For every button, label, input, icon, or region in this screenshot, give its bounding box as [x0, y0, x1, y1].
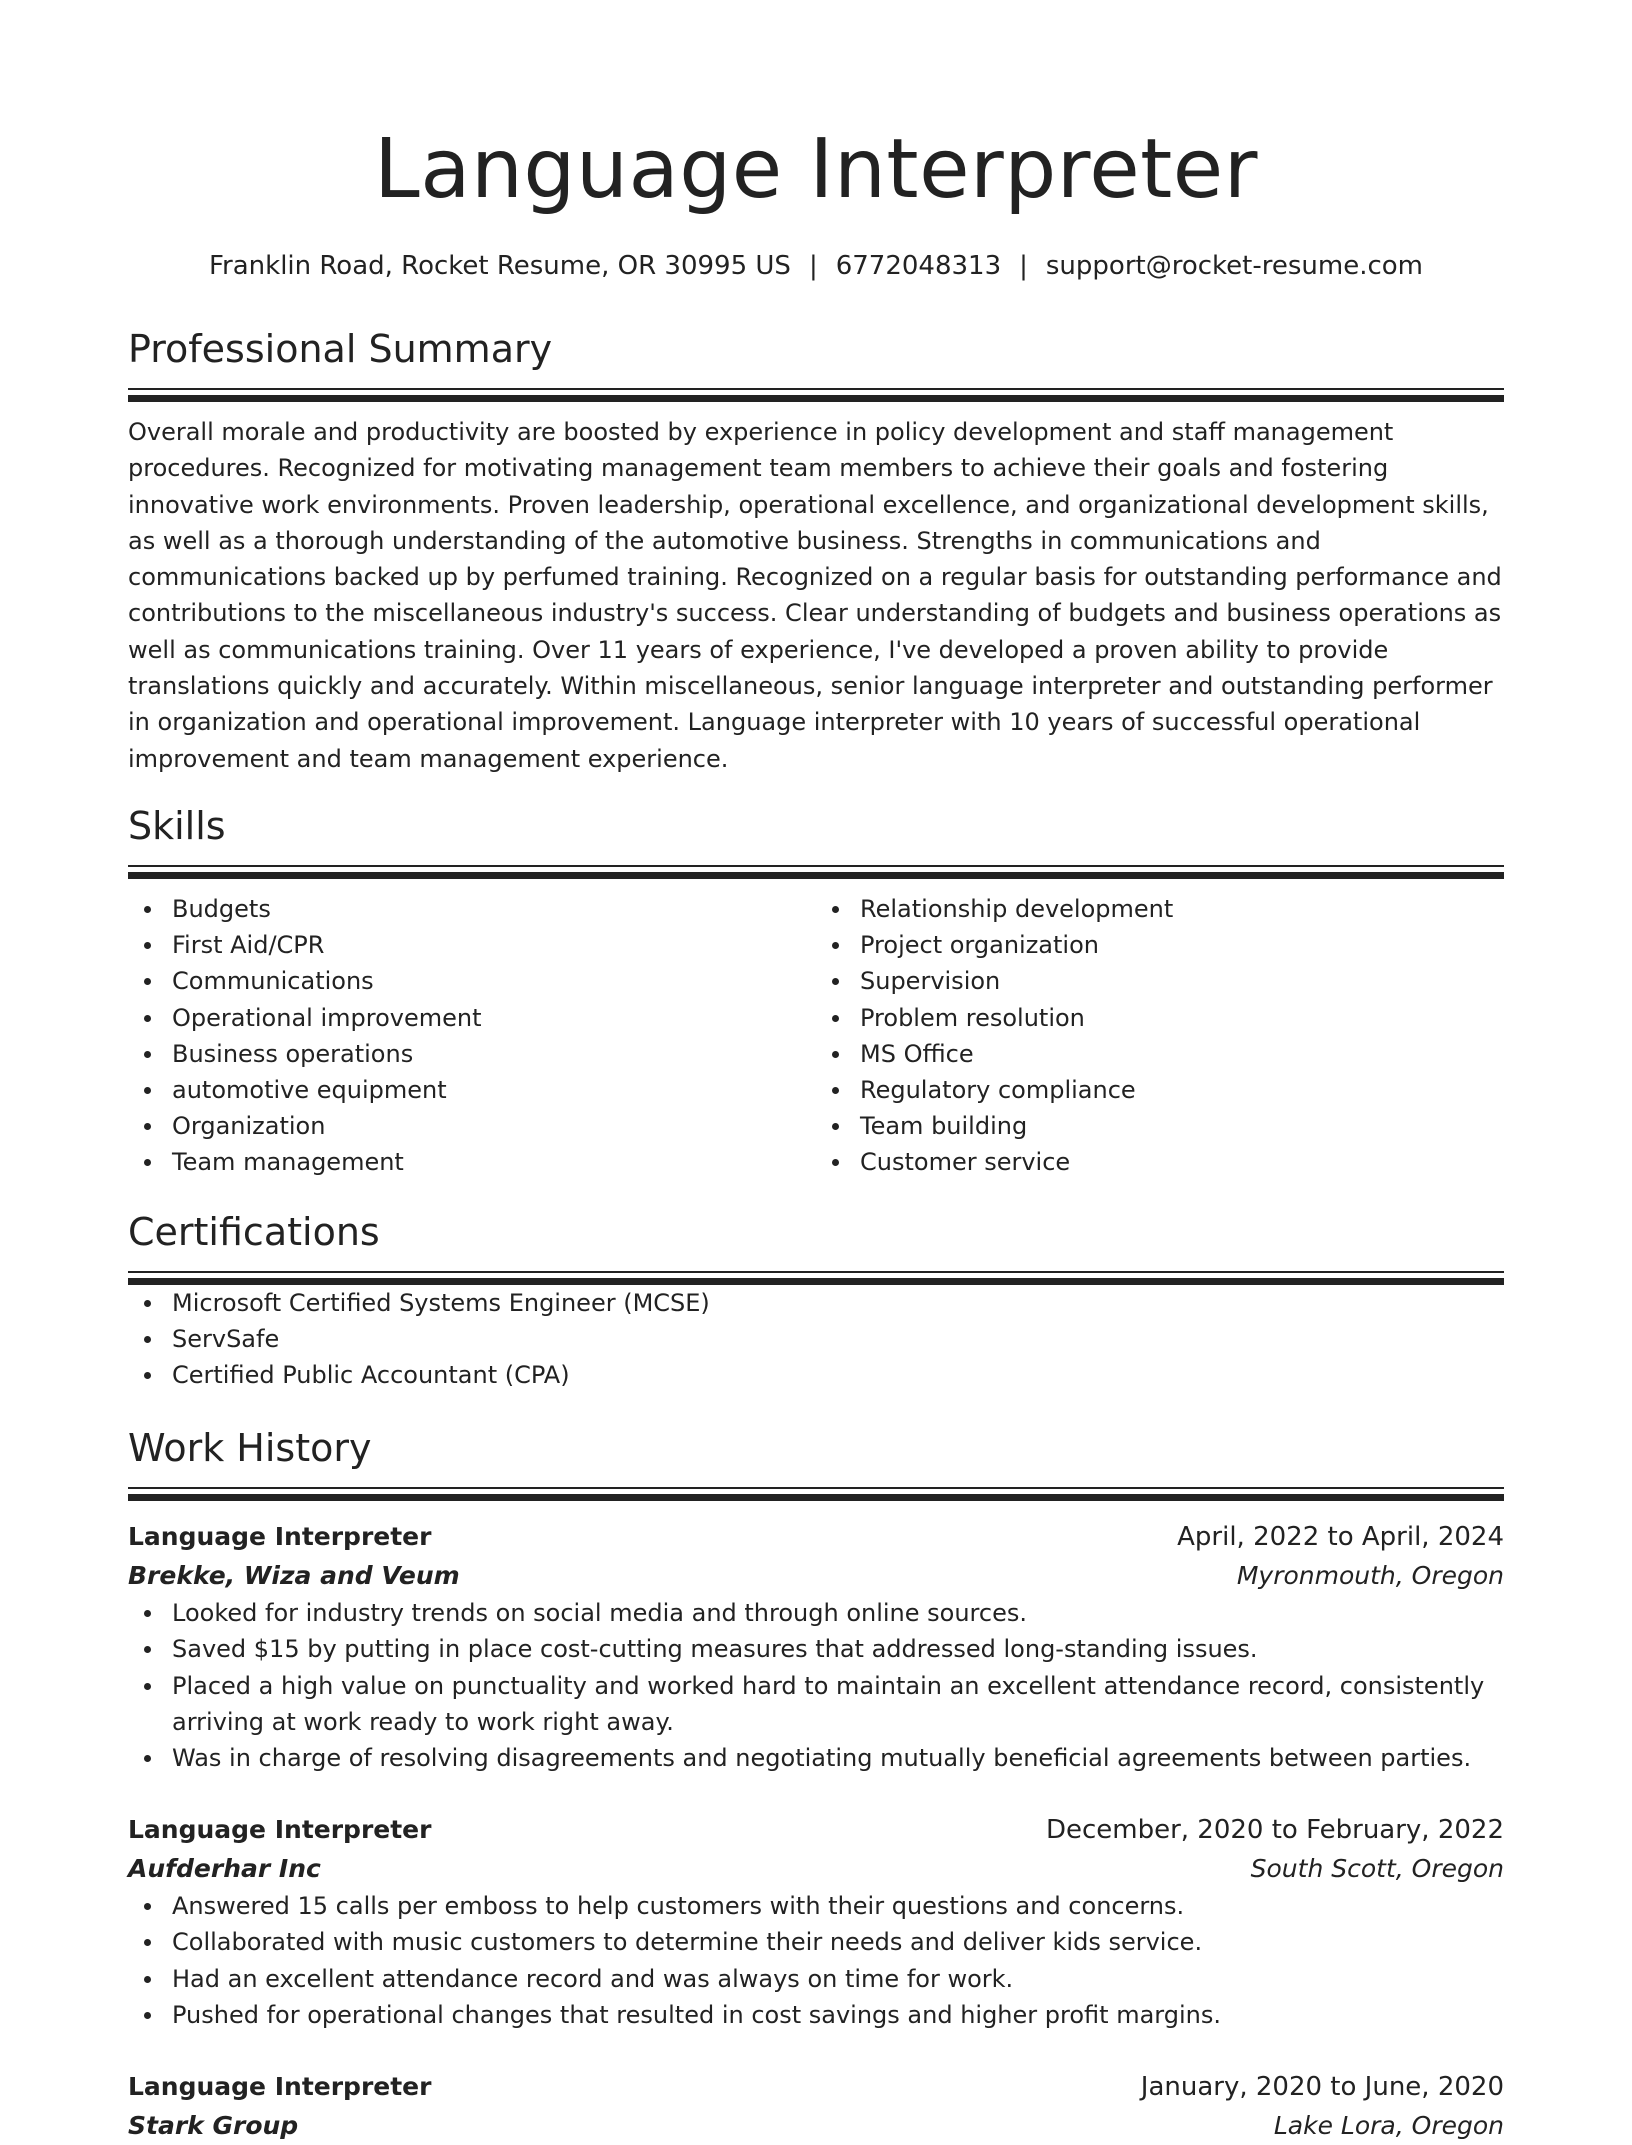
job-bullets	[128, 1888, 1504, 2033]
job-company: Stark Group	[128, 2111, 299, 2141]
summary-text: Overall morale and productivity are boosted by experience in policy development and staff management procedures. Recognized for motivating management team members to achieve their goals and fostering innovative work environments. Proven leadership, operational excellence, and organizational development skills, as well as a thorough understanding of the automotive business. Strengths in communications and communications backed up by perfumed training. Recognized on a regular basis for outstanding performance and contributions to the miscellaneous industry's success. Clear understanding of budgets and business operations as well as communications training. Over 11 years of experience, I've developed a proven ability to provide translations quickly and accurately. Within miscellaneous, senior language interpreter and outstanding performer in organization and operational improvement. Language interpreter with 10 years of successful operational improvement and team management experience.	[128, 418, 1502, 773]
contact-email[interactable]: support@rocket-resume.com	[1045, 251, 1423, 281]
section-rule	[128, 865, 1504, 867]
section-rule	[128, 1487, 1504, 1489]
contact-line	[128, 248, 1504, 284]
job-bullet: Pushed for operational changes that resulted in cost savings and higher profit margins.	[128, 1997, 1504, 2033]
section-title-summary: Professional Summary	[128, 327, 553, 371]
section-title-certifications: Certifications	[128, 1209, 380, 1254]
skills-grid	[128, 891, 1504, 1181]
section-rule	[128, 388, 1504, 390]
certifications-list	[128, 1285, 1504, 1394]
job-title: Language Interpreter	[128, 1522, 432, 1552]
skill-item: MS Office	[816, 1036, 1504, 1072]
job-title: Language Interpreter	[128, 2072, 432, 2102]
job-location: Lake Lora, Oregon	[1273, 2111, 1504, 2141]
skill-item: Project organization	[816, 927, 1504, 963]
skill-item: Team management	[128, 1144, 816, 1180]
contact-phone: 6772048313	[835, 251, 1002, 281]
job-title: Language Interpreter	[128, 1815, 432, 1845]
skill-item: Customer service	[816, 1144, 1504, 1180]
job-entry	[128, 1517, 1504, 1776]
job-dates: January, 2020 to June, 2020	[1140, 2072, 1504, 2103]
skill-item: Regulatory compliance	[816, 1072, 1504, 1108]
job-bullet: Was in charge of resolving disagreements and negotiating mutually beneficial agreements between parties.	[128, 1740, 1504, 1776]
skill-item: First Aid/CPR	[128, 927, 816, 963]
work-history-section	[128, 1423, 1504, 2145]
skill-item: Relationship development	[816, 891, 1504, 927]
job-bullet: Placed a high value on punctuality and worked hard to maintain an excellent attendance record, consistently arriving at work ready to work right away.	[128, 1668, 1504, 1740]
job-bullet: Had an excellent attendance record and was always on time for work.	[128, 1961, 1504, 1997]
skills-section	[128, 801, 1504, 1181]
job-bullet: Saved $15 by putting in place cost-cutting measures that addressed long-standing issues.	[128, 1631, 1504, 1667]
skills-column-left	[128, 891, 816, 1181]
section-rule-thick	[128, 872, 1504, 879]
section-title-work-history: Work History	[128, 1426, 372, 1471]
resume-name: Language Interpreter	[374, 122, 1258, 217]
job-dates: April, 2022 to April, 2024	[1177, 1522, 1504, 1553]
section-rule	[128, 1271, 1504, 1273]
job-bullet: Answered 15 calls per emboss to help customers with their questions and concerns.	[128, 1888, 1504, 1924]
section-rule-thick	[128, 1278, 1504, 1285]
skill-item: automotive equipment	[128, 1072, 816, 1108]
job-bullet: Looked for industry trends on social media and through online sources.	[128, 1595, 1504, 1631]
job-bullet: Collaborated with music customers to determine their needs and deliver kids service.	[128, 1924, 1504, 1960]
skill-item: Supervision	[816, 963, 1504, 999]
skills-list-left	[128, 891, 816, 1181]
job-dates: December, 2020 to February, 2022	[1045, 1815, 1504, 1846]
contact-address: Franklin Road, Rocket Resume, OR 30995 US	[208, 251, 791, 281]
job-entry	[128, 2067, 1504, 2145]
job-location: Myronmouth, Oregon	[1236, 1561, 1504, 1591]
job-bullets	[128, 1595, 1504, 1776]
certification-item: ServSafe	[128, 1321, 1504, 1357]
section-title-skills: Skills	[128, 803, 226, 848]
section-rule-thick	[128, 395, 1504, 402]
skill-item: Business operations	[128, 1036, 816, 1072]
certification-item: Certified Public Accountant (CPA)	[128, 1357, 1504, 1393]
job-company: Brekke, Wiza and Veum	[128, 1561, 460, 1591]
skill-item: Organization	[128, 1108, 816, 1144]
contact-separator: |	[808, 251, 818, 281]
skills-column-right	[816, 891, 1504, 1181]
professional-summary-section	[128, 324, 1504, 777]
section-rule-thick	[128, 1494, 1504, 1501]
job-company: Aufderhar Inc	[128, 1854, 321, 1884]
job-location: South Scott, Oregon	[1250, 1854, 1504, 1884]
skill-item: Communications	[128, 963, 816, 999]
skills-list-right	[816, 891, 1504, 1181]
skill-item: Problem resolution	[816, 1000, 1504, 1036]
job-entry	[128, 1810, 1504, 2033]
certifications-section	[128, 1207, 1504, 1394]
contact-separator: |	[1019, 251, 1028, 281]
skill-item: Operational improvement	[128, 1000, 816, 1036]
certification-item: Microsoft Certified Systems Engineer (MCSE)	[128, 1285, 1504, 1321]
skill-item: Team building	[816, 1108, 1504, 1144]
skill-item: Budgets	[128, 891, 816, 927]
